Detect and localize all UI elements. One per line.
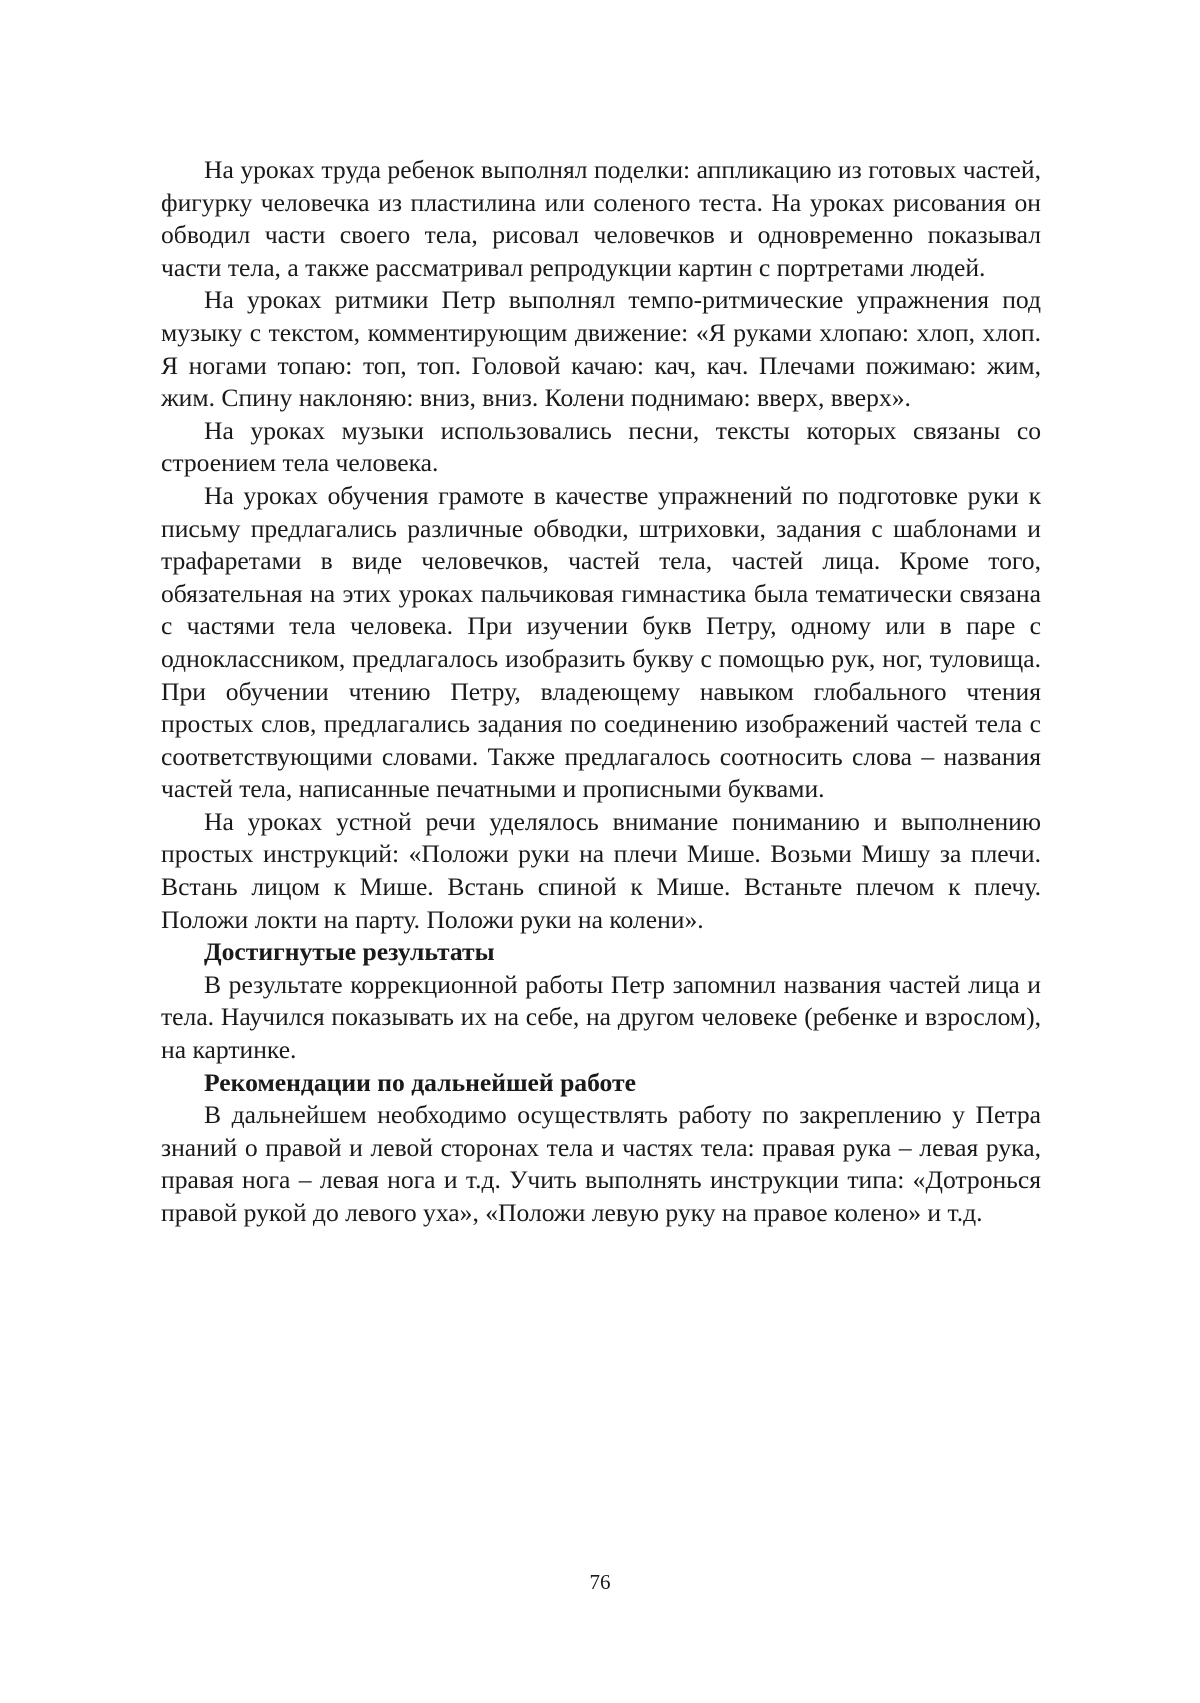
heading-recommendations: Рекомендации по дальнейшей работе — [204, 1067, 636, 1097]
paragraph-labor-lessons: На уроках труда ребенок выполнял поделки: аппликацию из готовых частей, фигурку человечка из пластилина или соленого теста. На уроках рисования он обводил части своего тела, рисовал человечков и одновременно показывал части тела, а также рассматривал репродукции картин с портретами людей. — [161, 155, 1041, 282]
body-text — [161, 154, 1041, 1230]
paragraph-speech-lessons: На уроках устной речи уделялось внимание пониманию и выполнению простых инструкций: «Положи руки на плечи Мише. Возьми Мишу за плечи. Встань лицом к Мише. Встань спиной к Мише. Встаньте плечом к плечу. Положи локти на парту. Положи руки на колени». — [161, 806, 1041, 934]
paragraph-literacy-lessons: На уроках обучения грамоте в качестве упражнений по подготовке руки к письму предлагались различные обводки, штриховки, задания с шаблонами и трафаретами в виде человечков, частей тела, частей лица. Кроме того, обязательная на этих уроках пальчиковая гимнастика была тематически связана с частями тела человека. При изучении букв Петру, одному или в паре с одноклассником, предлагалось изобразить букву с помощью рук, ног, туловища. При обучении чтению Петру, владеющему навыком глобального чтения простых слов, предлагались задания по соединению изображений частей тела с соответствующими словами. Также предлагалось соотносить слова – названия частей тела, написанные печатными и прописными буквами. — [161, 480, 1041, 804]
page-number: 76 — [589, 1570, 611, 1594]
paragraph-rhythmics-lessons: На уроках ритмики Петр выполнял темпо-ритмические упражнения под музыку с текстом, комментирующим движение: «Я руками хлопаю: хлоп, хлоп. Я ногами топаю: топ, топ. Головой качаю: кач, кач. Плечами пожимаю: жим, жим. Спину наклоняю: вниз, вниз. Колени поднимаю: вверх, вверх». — [161, 285, 1041, 413]
paragraph-results: В результате коррекционной работы Петр запомнил названия частей лица и тела. Научился показывать их на себе, на другом человеке (ребенке и взрослом), на картинке. — [161, 969, 1041, 1065]
paragraph-recommendations: В дальнейшем необходимо осуществлять работу по закреплению у Петра знаний о правой и левой сторонах тела и частях тела: правая рука – левая рука, правая нога – левая нога и т.д. Учить выполнять инструкции типа: «Дотронься правой рукой до левого уха», «Положи левую руку на правое колено» и т.д. — [161, 1100, 1041, 1227]
paragraph-music-lessons: На уроках музыки использовались песни, тексты которых связаны со строением тела человека. — [161, 415, 1041, 478]
heading-results: Достигнутые результаты — [204, 937, 495, 967]
